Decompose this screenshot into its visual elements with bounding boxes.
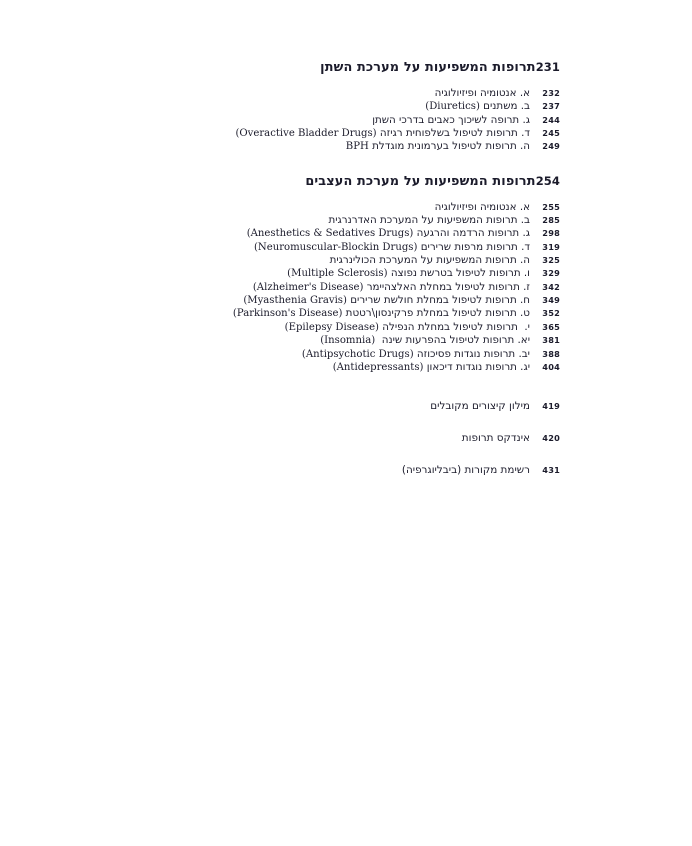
- entry-latin-text: (Alzheimer's Disease): [252, 281, 364, 293]
- entry-hebrew-text: תרופות לטיפול במחלת פרקינסון\רטטת: [345, 307, 517, 320]
- toc-entry[interactable]: [128, 227, 560, 240]
- entry-title: [128, 294, 530, 307]
- entry-title: [128, 321, 530, 334]
- entry-hebrew-text: תרופות לטיפול בשלפוחית רגיזה: [379, 127, 518, 140]
- entry-marker: ד.: [517, 240, 530, 253]
- section-spacer: [128, 154, 560, 174]
- toc-section-items: [128, 201, 560, 374]
- toc-entry[interactable]: [128, 127, 560, 140]
- entry-marker: ז.: [519, 280, 530, 293]
- entry-hebrew-text: תרופות לטיפול בטרשת נפוצה: [390, 267, 521, 280]
- entry-latin-text: (Parkinson's Disease): [232, 308, 343, 320]
- entry-marker: י.: [521, 320, 530, 333]
- entry-page-number: 365: [542, 321, 560, 332]
- entry-title: [128, 201, 530, 214]
- entry-page-number: 325: [542, 255, 560, 266]
- entry-latin-text: (Epilepsy Disease): [284, 321, 379, 333]
- entry-marker: ג.: [519, 113, 530, 126]
- entry-hebrew-text: תרופות לטיפול במחלת חולשת שרירים: [350, 294, 517, 307]
- entry-hebrew-text: תרופות מרפות שרירים: [420, 240, 518, 253]
- entry-page-number: 249: [542, 141, 560, 152]
- entry-title: [128, 267, 530, 280]
- entry-marker: ב.: [517, 100, 530, 113]
- entry-title: [128, 114, 530, 127]
- entry-latin-text: (Multiple Sclerosis): [287, 268, 388, 280]
- entry-latin-text: (Insomnia): [320, 335, 376, 347]
- entry-marker: ט.: [516, 307, 530, 320]
- entry-title: [128, 140, 530, 153]
- entry-hebrew-text: תרופות לטיפול במחלת האלצהיימר: [366, 280, 520, 293]
- entry-page-number: 255: [542, 201, 560, 212]
- entry-title: מילון קיצורים מקובלים: [430, 400, 530, 413]
- toc-section-heading[interactable]: [128, 60, 560, 76]
- toc-entry[interactable]: [128, 87, 560, 100]
- toc-entry[interactable]: [128, 140, 560, 153]
- section-title: תרופות המשפיעות על מערכת השתן: [320, 60, 536, 75]
- section-page-number: 254: [535, 173, 560, 188]
- toc-entry[interactable]: [128, 241, 560, 254]
- entry-page-number: 237: [542, 101, 560, 112]
- entry-title: אינדקס תרופות: [461, 432, 530, 445]
- entry-latin-text: (Overactive Bladder Drugs): [235, 128, 377, 140]
- entry-marker: א.: [516, 200, 530, 213]
- toc-section-items: [128, 87, 560, 154]
- toc-entry[interactable]: [128, 307, 560, 320]
- toc-entry[interactable]: [128, 294, 560, 307]
- entry-hebrew-text: תרופה לשיכוך כאבים בדרכי השתן: [372, 113, 520, 126]
- entry-hebrew-text: משתנים: [483, 100, 518, 113]
- entry-hebrew-text: תרופות לטיפול בערמונית מוגדלת: [372, 140, 517, 153]
- entry-title: [128, 334, 530, 347]
- entry-hebrew-text: תרופות נוגדות דיכאון: [426, 360, 517, 373]
- entry-title: [128, 281, 530, 294]
- entry-page-number: 232: [542, 88, 560, 98]
- entry-page-number: 431: [542, 465, 560, 476]
- entry-marker: א.: [516, 87, 530, 99]
- entry-marker: ה.: [516, 140, 530, 153]
- entry-latin-text: BPH: [345, 141, 369, 153]
- toc-entry[interactable]: [128, 214, 560, 227]
- entry-title: רשימת מקורות (ביבליוגרפיה): [401, 464, 530, 477]
- entry-hebrew-text: תרופות לטיפול בהפרעות שינה: [378, 334, 515, 347]
- entry-page-number: 285: [542, 215, 560, 226]
- entry-title: [128, 241, 530, 254]
- entry-title: [128, 87, 530, 100]
- entry-latin-text: (Antipsychotic Drugs): [301, 348, 414, 360]
- toc-entry[interactable]: [128, 201, 560, 214]
- section-title: תרופות המשפיעות על מערכת העצבים: [305, 173, 536, 189]
- toc-entry[interactable]: [128, 100, 560, 113]
- entry-title: [128, 361, 530, 374]
- entry-hebrew-text: אנטומיה ופיזיולוגיה: [434, 87, 517, 99]
- entry-page-number: 349: [542, 295, 560, 306]
- entry-title: [128, 307, 530, 320]
- toc-entry[interactable]: [128, 281, 560, 294]
- toc-entry[interactable]: [128, 399, 560, 413]
- entry-marker: יב.: [515, 347, 530, 360]
- entry-page-number: 329: [542, 268, 560, 279]
- toc-entry[interactable]: [128, 463, 560, 477]
- entry-hebrew-text: תרופות לטיפול במחלת הנפילה: [382, 320, 522, 333]
- entry-marker: ח.: [516, 294, 530, 307]
- toc-entry[interactable]: [128, 114, 560, 127]
- entry-latin-text: (Myasthenia Gravis): [243, 295, 347, 307]
- entry-title: [128, 227, 530, 240]
- entry-marker: יא.: [514, 334, 530, 347]
- entry-page-number: 245: [542, 128, 560, 139]
- entry-page-number: 419: [542, 401, 560, 412]
- toc-entry[interactable]: [128, 334, 560, 347]
- entry-marker: ד.: [517, 127, 530, 140]
- toc-entry[interactable]: [128, 254, 560, 267]
- entry-marker: ב.: [517, 214, 530, 227]
- entry-hebrew-text: תרופות נוגדות פסיכוזה: [416, 347, 516, 360]
- back-matter-list: [128, 399, 560, 477]
- entry-title: [128, 348, 530, 361]
- table-of-contents: [128, 60, 560, 477]
- entry-page-number: 381: [542, 335, 560, 346]
- entry-title: [128, 254, 530, 267]
- toc-section-heading[interactable]: [128, 174, 560, 190]
- entry-title: [128, 127, 530, 140]
- entry-hebrew-text: תרופות המשפיעות על המערכת האדרנרגית: [328, 214, 518, 227]
- toc-entry[interactable]: [128, 267, 560, 280]
- section-page-number: 231: [535, 60, 560, 74]
- entry-title: [128, 100, 530, 113]
- entry-latin-text: (Anesthetics & Sedatives Drugs): [246, 228, 414, 240]
- entry-title: [128, 214, 530, 227]
- entry-page-number: 388: [542, 348, 560, 359]
- toc-entry[interactable]: [128, 431, 560, 445]
- toc-entry[interactable]: [128, 348, 560, 361]
- entry-hebrew-text: תרופות המשפיעות על המערכת הכולינרגית: [329, 254, 517, 267]
- entry-page-number: 244: [542, 114, 560, 125]
- entry-page-number: 420: [542, 433, 560, 444]
- entry-page-number: 404: [542, 361, 560, 372]
- entry-page-number: 298: [542, 228, 560, 239]
- entry-marker: ו.: [520, 267, 530, 280]
- entry-hebrew-text: תרופות הרדמה והרגעה: [416, 227, 520, 240]
- entry-marker: יג.: [516, 360, 530, 373]
- entry-page-number: 342: [542, 281, 560, 292]
- toc-entry[interactable]: [128, 361, 560, 374]
- entry-latin-text: (Diuretics): [425, 101, 480, 113]
- entry-hebrew-text: אנטומיה ופיזיולוגיה: [434, 200, 517, 213]
- entry-page-number: 319: [542, 241, 560, 252]
- entry-latin-text: (Neuromuscular-Blockin Drugs): [253, 241, 418, 253]
- toc-entry[interactable]: [128, 321, 560, 334]
- entry-latin-text: (Antidepressants): [332, 361, 424, 373]
- entry-marker: ה.: [516, 254, 530, 267]
- entry-page-number: 352: [542, 308, 560, 319]
- entry-marker: ג.: [519, 227, 530, 240]
